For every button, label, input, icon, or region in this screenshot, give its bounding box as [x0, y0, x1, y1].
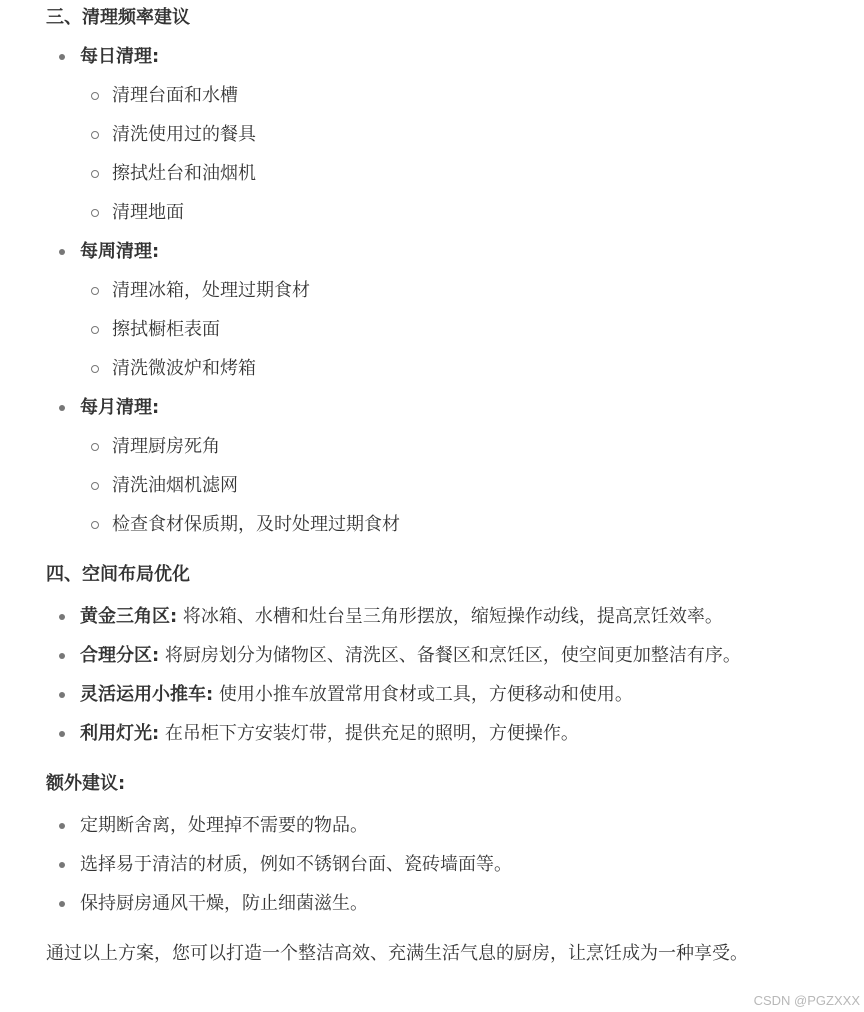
sub-list: [80, 278, 846, 382]
list-item: 保持厨房通风干燥，防止细菌滋生。: [46, 891, 846, 917]
group-label-weekly: 每周清理:: [80, 241, 160, 262]
conclusion-paragraph: 通过以上方案，您可以打造一个整洁高效、充满生活气息的厨房，让烹饪成为一种享受。: [46, 943, 748, 964]
list-item: 擦拭灶台和油烟机: [46, 161, 846, 187]
sub-list: [80, 434, 846, 538]
list-item: 擦拭橱柜表面: [46, 317, 846, 343]
list-item: 定期断舍离，处理掉不需要的物品。: [46, 813, 846, 839]
list-item: [46, 395, 846, 538]
list-item: 选择易于清洁的材质，例如不锈钢台面、瓷砖墙面等。: [46, 852, 846, 878]
item-text: 将厨房划分为储物区、清洗区、备餐区和烹饪区，使空间更加整洁有序。: [159, 645, 741, 666]
watermark: CSDN @PGZXXX: [753, 993, 860, 1008]
section-heading-extra: 额外建议:: [46, 773, 126, 794]
list-item: [46, 239, 846, 382]
article-content: [46, 0, 846, 967]
list-item: [46, 682, 846, 708]
list-item: 检查食材保质期，及时处理过期食材: [46, 512, 846, 538]
list-item: 清理地面: [46, 200, 846, 226]
list-item: 清理冰箱，处理过期食材: [46, 278, 846, 304]
item-label: 合理分区:: [80, 645, 160, 666]
item-label: 黄金三角区:: [80, 606, 178, 627]
item-label: 灵活运用小推车:: [80, 684, 214, 705]
list-item: [46, 721, 846, 747]
list-item: 清洗使用过的餐具: [46, 122, 846, 148]
list-item: 清理台面和水槽: [46, 83, 846, 109]
list-item: [46, 604, 846, 630]
group-label-monthly: 每月清理:: [80, 397, 160, 418]
frequency-list: [46, 44, 846, 538]
list-item: [46, 643, 846, 669]
list-item: [46, 44, 846, 226]
section-heading-layout: 四、空间布局优化: [46, 564, 190, 585]
section-heading-frequency: 三、清理频率建议: [46, 7, 190, 28]
item-label: 利用灯光:: [80, 723, 160, 744]
sub-list: [80, 83, 846, 226]
item-text: 使用小推车放置常用食材或工具，方便移动和使用。: [213, 684, 633, 705]
group-label-daily: 每日清理:: [80, 46, 160, 67]
item-text: 在吊柜下方安装灯带，提供充足的照明，方便操作。: [159, 723, 579, 744]
extra-list: [46, 813, 846, 917]
layout-list: [46, 604, 846, 747]
list-item: 清理厨房死角: [46, 434, 846, 460]
item-text: 将冰箱、水槽和灶台呈三角形摆放，缩短操作动线，提高烹饪效率。: [177, 606, 723, 627]
list-item: 清洗微波炉和烤箱: [46, 356, 846, 382]
list-item: 清洗油烟机滤网: [46, 473, 846, 499]
